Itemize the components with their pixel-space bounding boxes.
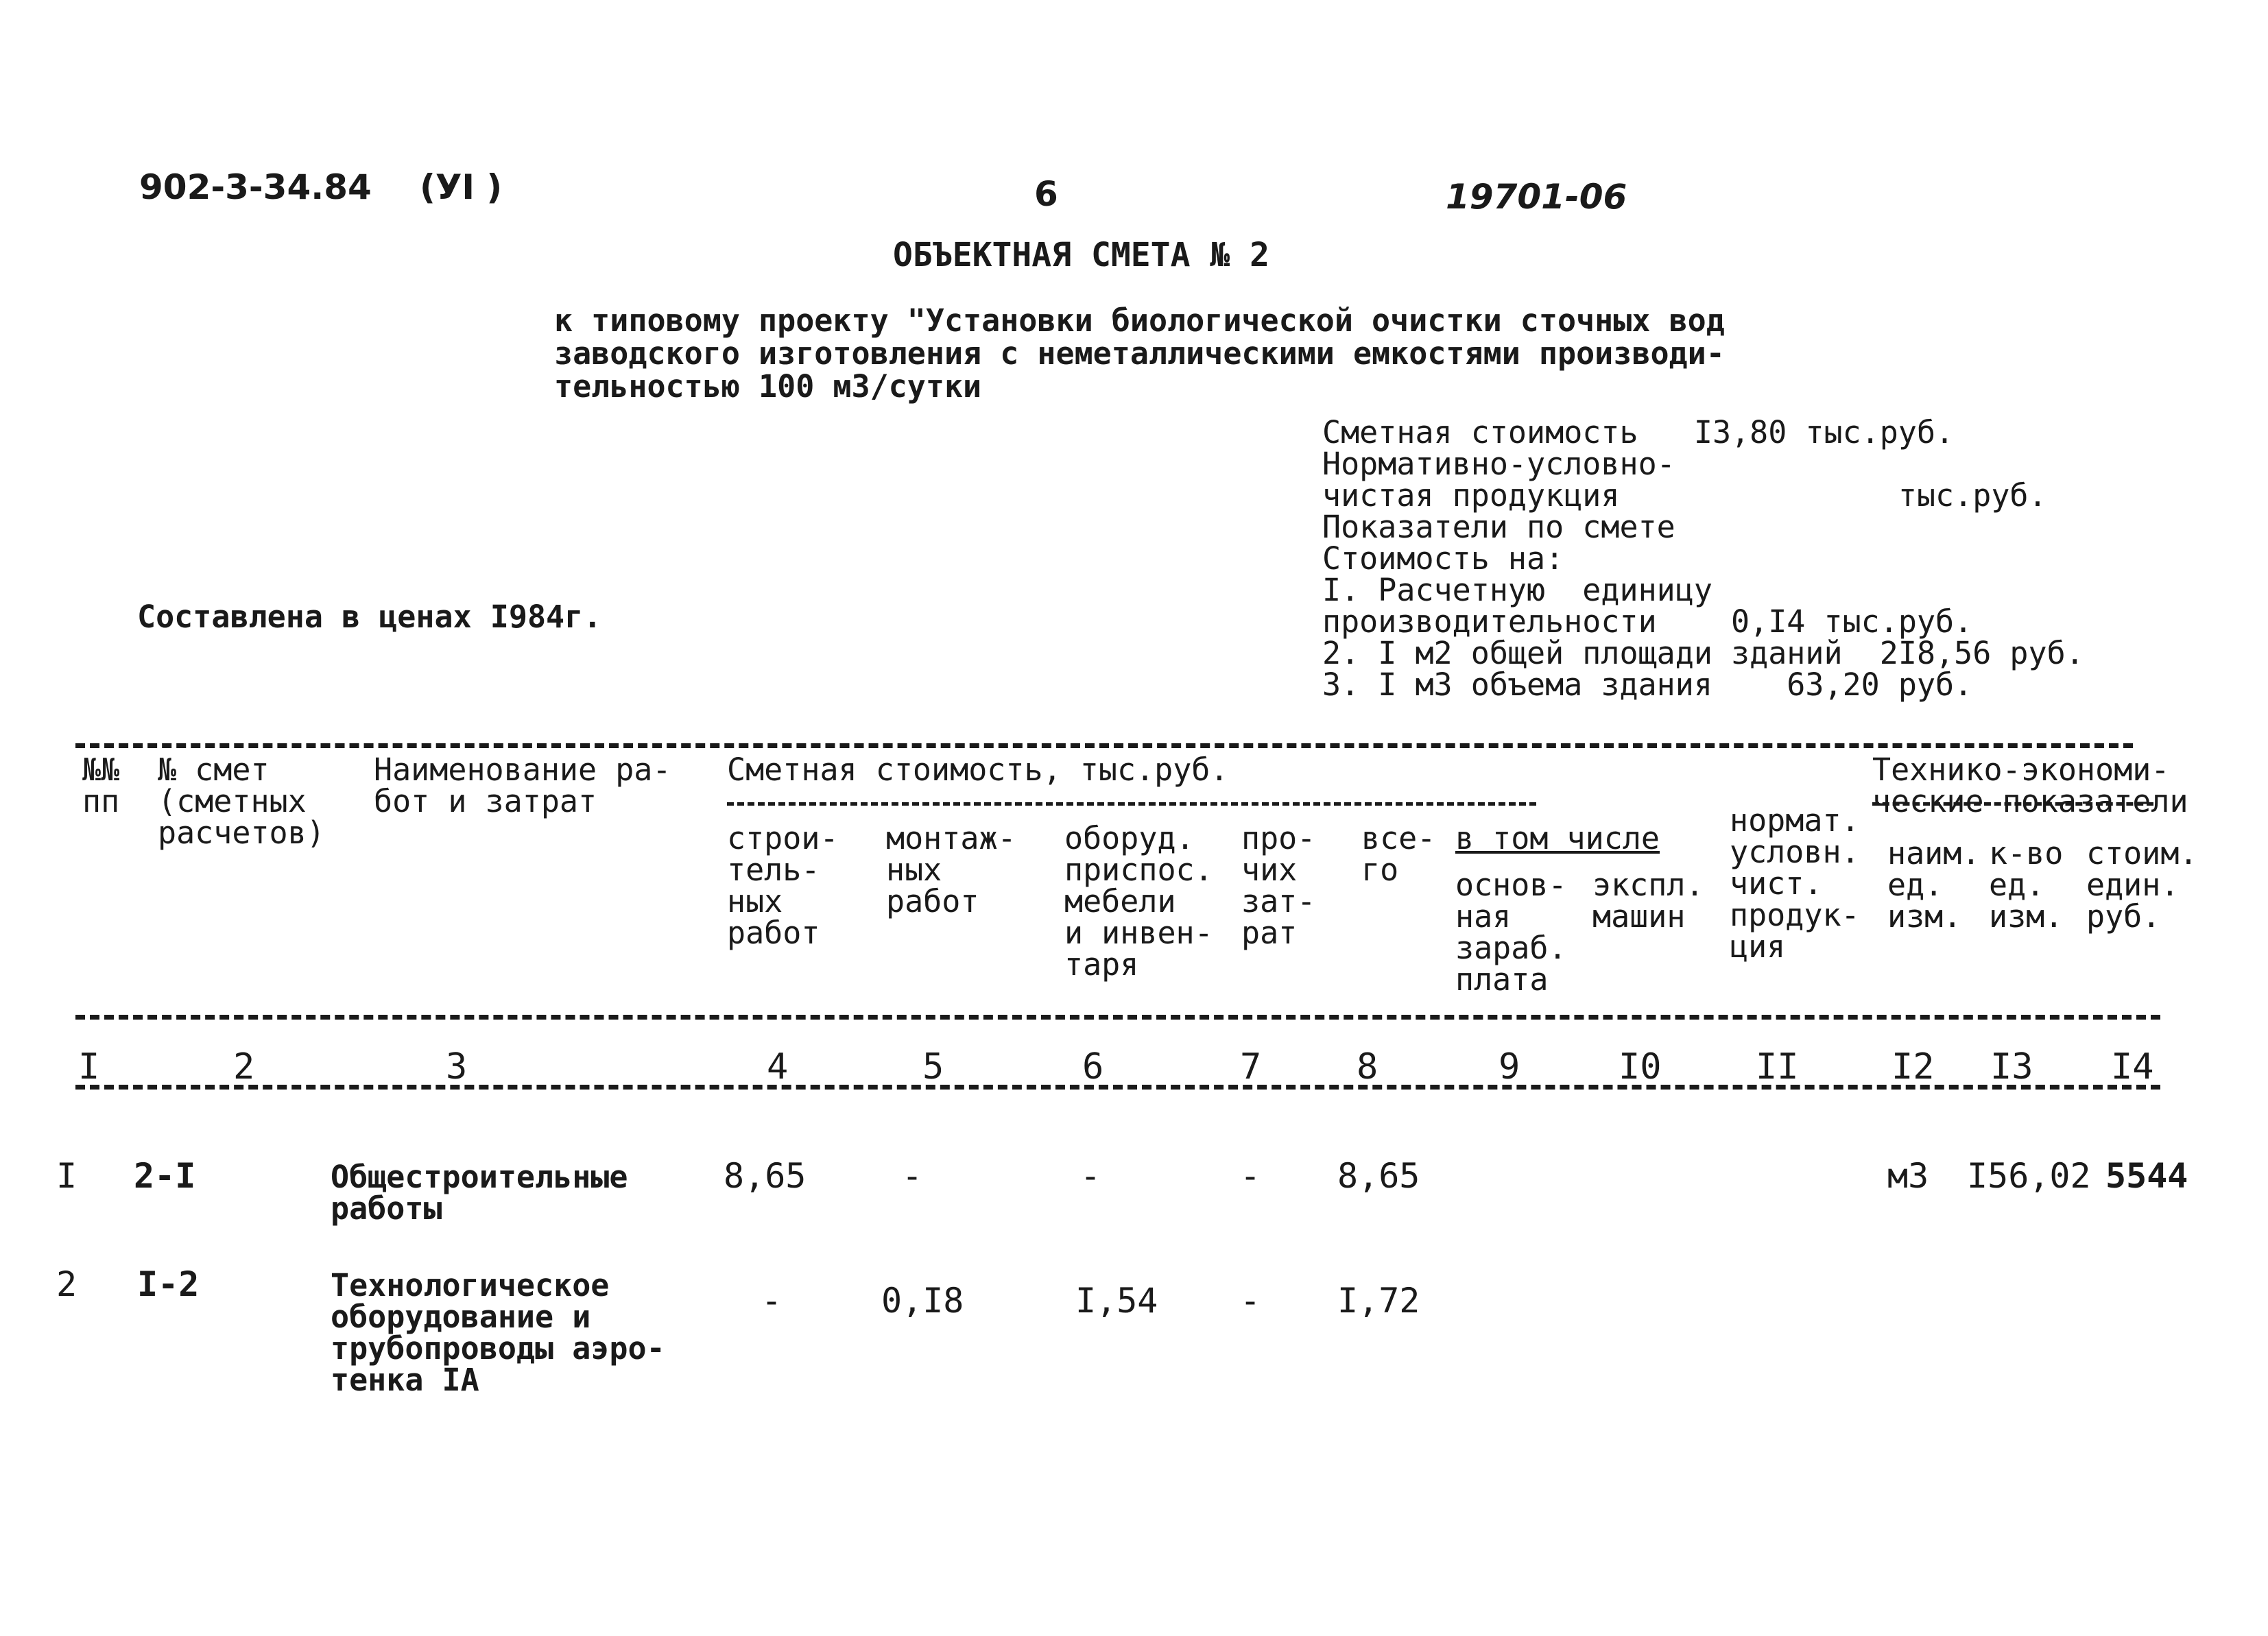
header-unit-cost: стоим. един. руб. xyxy=(2086,835,2198,935)
header-base-wage: основ- ная зараб. плата xyxy=(1455,867,1567,998)
column-number: 7 xyxy=(1240,1046,1262,1087)
row-other: - xyxy=(1240,1281,1261,1321)
summary-line: Нормативно-условно- xyxy=(1322,446,1675,482)
row-equipment: I,54 xyxy=(1075,1281,1158,1321)
subtitle-line-1: к типовому проекту "Установки биологической очистки сточных вод xyxy=(554,302,1725,339)
column-number: 6 xyxy=(1082,1046,1104,1087)
row-work-name: Общестроительные работы xyxy=(331,1159,628,1227)
column-number: 2 xyxy=(233,1046,255,1087)
column-number: I0 xyxy=(1619,1046,1662,1087)
column-number: 5 xyxy=(922,1046,944,1087)
row-other: - xyxy=(1240,1156,1261,1196)
row-construction: - xyxy=(761,1281,783,1321)
summary-line: производительности 0,I4 тыс.руб. xyxy=(1322,603,1973,640)
column-number: I2 xyxy=(1891,1046,1935,1087)
cost-group-rule xyxy=(727,802,1536,806)
row-unit-cost: 5544 xyxy=(2105,1156,2188,1196)
header-equipment: оборуд. приспос. мебели и инвен- таря xyxy=(1064,820,1213,983)
summary-line: 3. I мЗ объема здания 63,20 руб. xyxy=(1322,666,1973,703)
header-normative: нормат. условн. чист. продук- ция xyxy=(1730,802,1860,965)
page-number: 6 xyxy=(1034,174,1058,214)
row-total: I,72 xyxy=(1337,1281,1420,1321)
row-unit: мЗ xyxy=(1887,1156,1929,1196)
table-top-rule xyxy=(75,743,2133,748)
row-estimate: 2-I xyxy=(134,1156,196,1196)
summary-line: Сметная стоимость I3,80 тыс.руб. xyxy=(1322,414,1955,450)
archive-code: 19701-06 xyxy=(1446,177,1627,217)
summary-line: чистая продукция тыс.руб. xyxy=(1322,477,2047,514)
row-total: 8,65 xyxy=(1337,1156,1420,1196)
column-number: 3 xyxy=(446,1046,468,1087)
header-work-name: Наименование ра- бот и затрат xyxy=(374,751,671,819)
column-number: I xyxy=(78,1046,100,1087)
header-tech-econ-group: Технико-экономи- ческие показатели xyxy=(1872,751,2188,819)
header-installation: монтаж- ных работ xyxy=(886,820,1016,919)
column-number: I3 xyxy=(1990,1046,2033,1087)
header-other: про- чих зат- рат xyxy=(1241,820,1316,951)
document-code: 902-3-34.84 xyxy=(139,167,372,207)
header-cost-group: Сметная стоимость, тыс.руб. xyxy=(727,751,1229,788)
header-unit-name: наим. ед. изм. xyxy=(1887,835,1981,935)
column-number: 8 xyxy=(1357,1046,1378,1087)
row-work-name: Технологическое оборудование и трубопроводы аэро- тенка IA xyxy=(331,1267,665,1398)
header-construction: строи- тель- ных работ xyxy=(727,820,839,951)
document-title: ОБЪЕКТНАЯ СМЕТА № 2 xyxy=(893,236,1270,274)
row-qty: I56,02 xyxy=(1967,1156,2091,1196)
row-construction: 8,65 xyxy=(724,1156,807,1196)
summary-line: I. Расчетную единицу xyxy=(1322,572,1712,608)
subtitle-line-2: заводского изготовления с неметаллическими емкостями производи- xyxy=(554,335,1725,372)
row-equipment: - xyxy=(1080,1156,1101,1196)
column-number: 4 xyxy=(767,1046,789,1087)
prices-note: Составлена в ценах I984г. xyxy=(137,599,602,635)
album-number: (УI ) xyxy=(420,167,503,207)
header-including: в том числе xyxy=(1455,820,1660,856)
header-unit-qty: к-во ед. изм. xyxy=(1989,835,2064,935)
column-number: I4 xyxy=(2111,1046,2154,1087)
row-estimate: I-2 xyxy=(137,1264,200,1304)
row-installation: 0,I8 xyxy=(881,1281,964,1321)
header-num: №№ пп xyxy=(82,751,120,819)
column-number: II xyxy=(1756,1046,1799,1087)
summary-line: 2. I м2 общей площади зданий 2I8,56 руб. xyxy=(1322,635,2084,671)
subtitle-line-3: тельностью 100 мЗ/сутки xyxy=(554,368,982,405)
row-number: I xyxy=(56,1156,77,1196)
header-bottom-rule xyxy=(75,1015,2160,1020)
row-number: 2 xyxy=(56,1264,77,1304)
summary-line: Стоимость на: xyxy=(1322,540,1564,577)
header-total: все- го xyxy=(1361,820,1436,888)
summary-line: Показатели по смете xyxy=(1322,509,1675,545)
row-installation: - xyxy=(902,1156,923,1196)
column-number: 9 xyxy=(1499,1046,1520,1087)
column-numbers-rule xyxy=(75,1085,2160,1090)
header-machines: экспл. машин xyxy=(1592,867,1704,935)
header-estimate-number: № смет (сметных расчетов) xyxy=(158,751,325,851)
